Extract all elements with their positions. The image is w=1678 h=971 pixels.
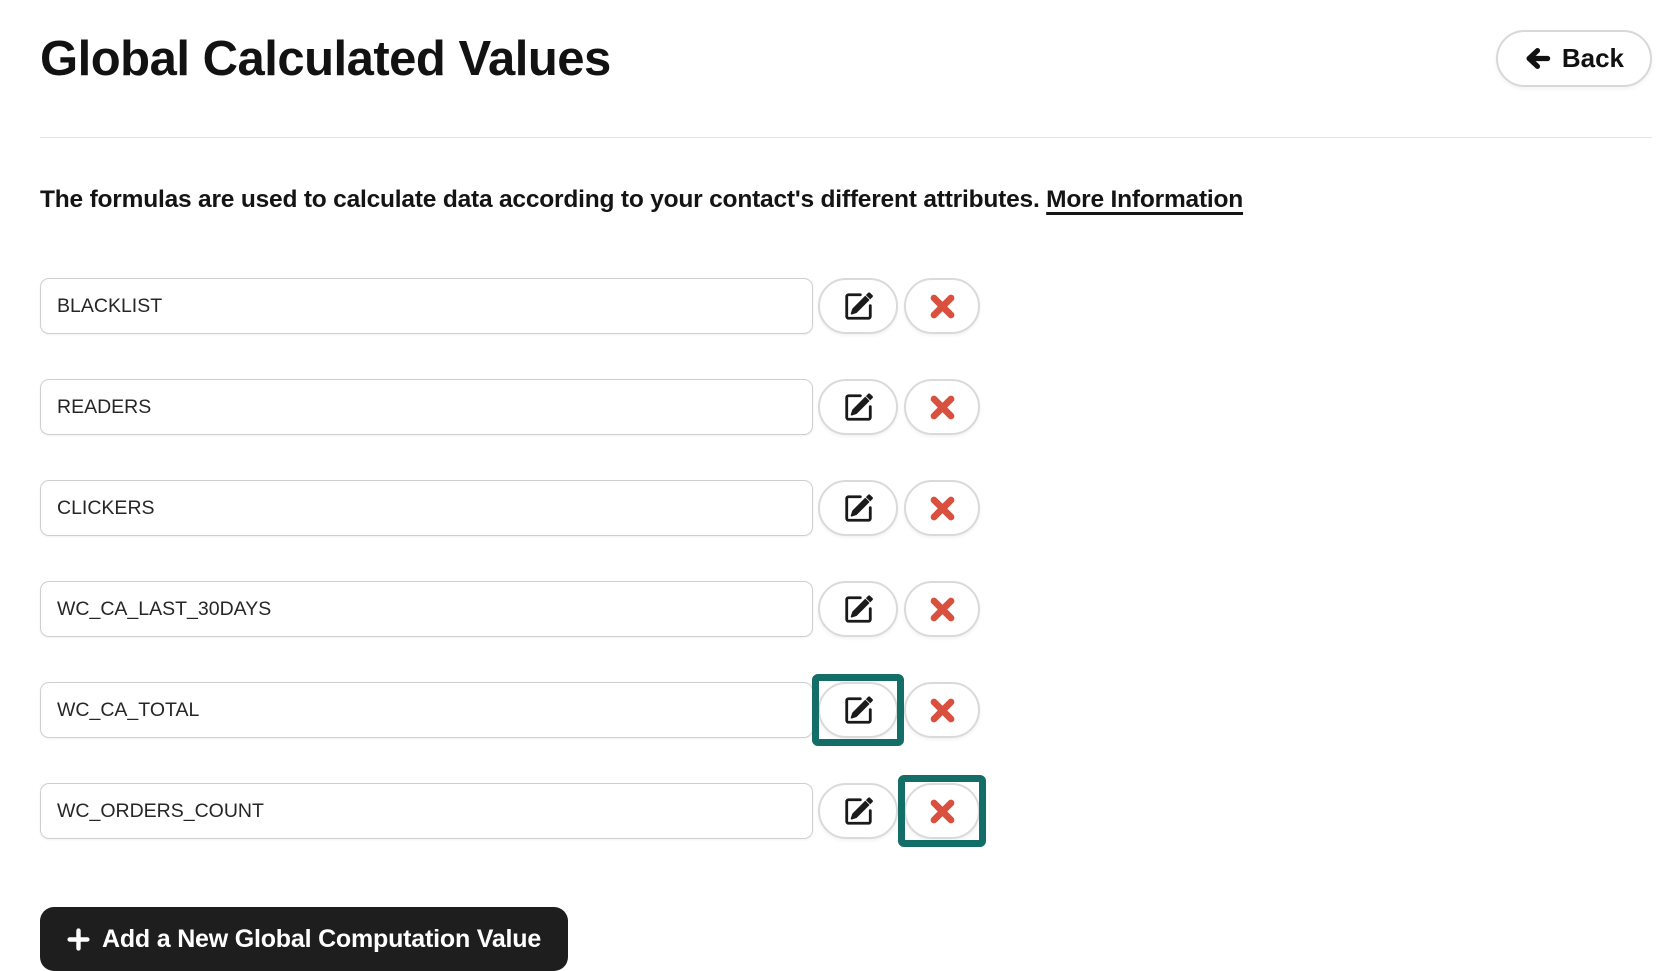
delete-button[interactable] — [904, 480, 980, 536]
computation-row — [40, 682, 1652, 738]
page-title: Global Calculated Values — [40, 32, 611, 86]
edit-button[interactable] — [818, 783, 898, 839]
x-icon — [930, 496, 955, 521]
arrow-left-icon — [1524, 45, 1551, 72]
add-computation-button[interactable] — [40, 907, 568, 971]
delete-button[interactable] — [904, 278, 980, 334]
value-input[interactable] — [40, 682, 813, 738]
pencil-square-icon — [844, 494, 873, 523]
delete-button[interactable] — [904, 682, 980, 738]
description-sentence: The formulas are used to calculate data according to your contact's different attributes. — [40, 186, 1040, 213]
value-input[interactable] — [40, 581, 813, 637]
delete-button[interactable] — [904, 379, 980, 435]
computation-list — [40, 278, 1652, 839]
value-input[interactable] — [40, 480, 813, 536]
back-button[interactable] — [1496, 30, 1652, 87]
x-icon — [930, 294, 955, 319]
plus-icon — [67, 928, 90, 951]
add-button-label: Add a New Global Computation Value — [102, 924, 542, 953]
edit-button[interactable] — [818, 480, 898, 536]
pencil-square-icon — [844, 696, 873, 725]
delete-button[interactable] — [904, 581, 980, 637]
back-button-label: Back — [1561, 43, 1624, 73]
x-icon — [930, 698, 955, 723]
value-input[interactable] — [40, 379, 813, 435]
computation-row — [40, 581, 1652, 637]
delete-button[interactable] — [904, 783, 980, 839]
x-icon — [930, 597, 955, 622]
header-divider — [40, 137, 1652, 138]
computation-row — [40, 783, 1652, 839]
pencil-square-icon — [844, 292, 873, 321]
computation-row — [40, 480, 1652, 536]
computation-row — [40, 278, 1652, 334]
x-icon — [930, 799, 955, 824]
pencil-square-icon — [844, 797, 873, 826]
edit-button[interactable] — [818, 581, 898, 637]
pencil-square-icon — [844, 393, 873, 422]
edit-button[interactable] — [818, 278, 898, 334]
more-information-link[interactable]: More Information — [1046, 186, 1244, 213]
pencil-square-icon — [844, 595, 873, 624]
edit-button[interactable] — [818, 379, 898, 435]
page-header — [40, 30, 1652, 88]
edit-button[interactable] — [818, 682, 898, 738]
computation-row — [40, 379, 1652, 435]
value-input[interactable] — [40, 783, 813, 839]
x-icon — [930, 395, 955, 420]
description-text — [40, 185, 1652, 215]
value-input[interactable] — [40, 278, 813, 334]
